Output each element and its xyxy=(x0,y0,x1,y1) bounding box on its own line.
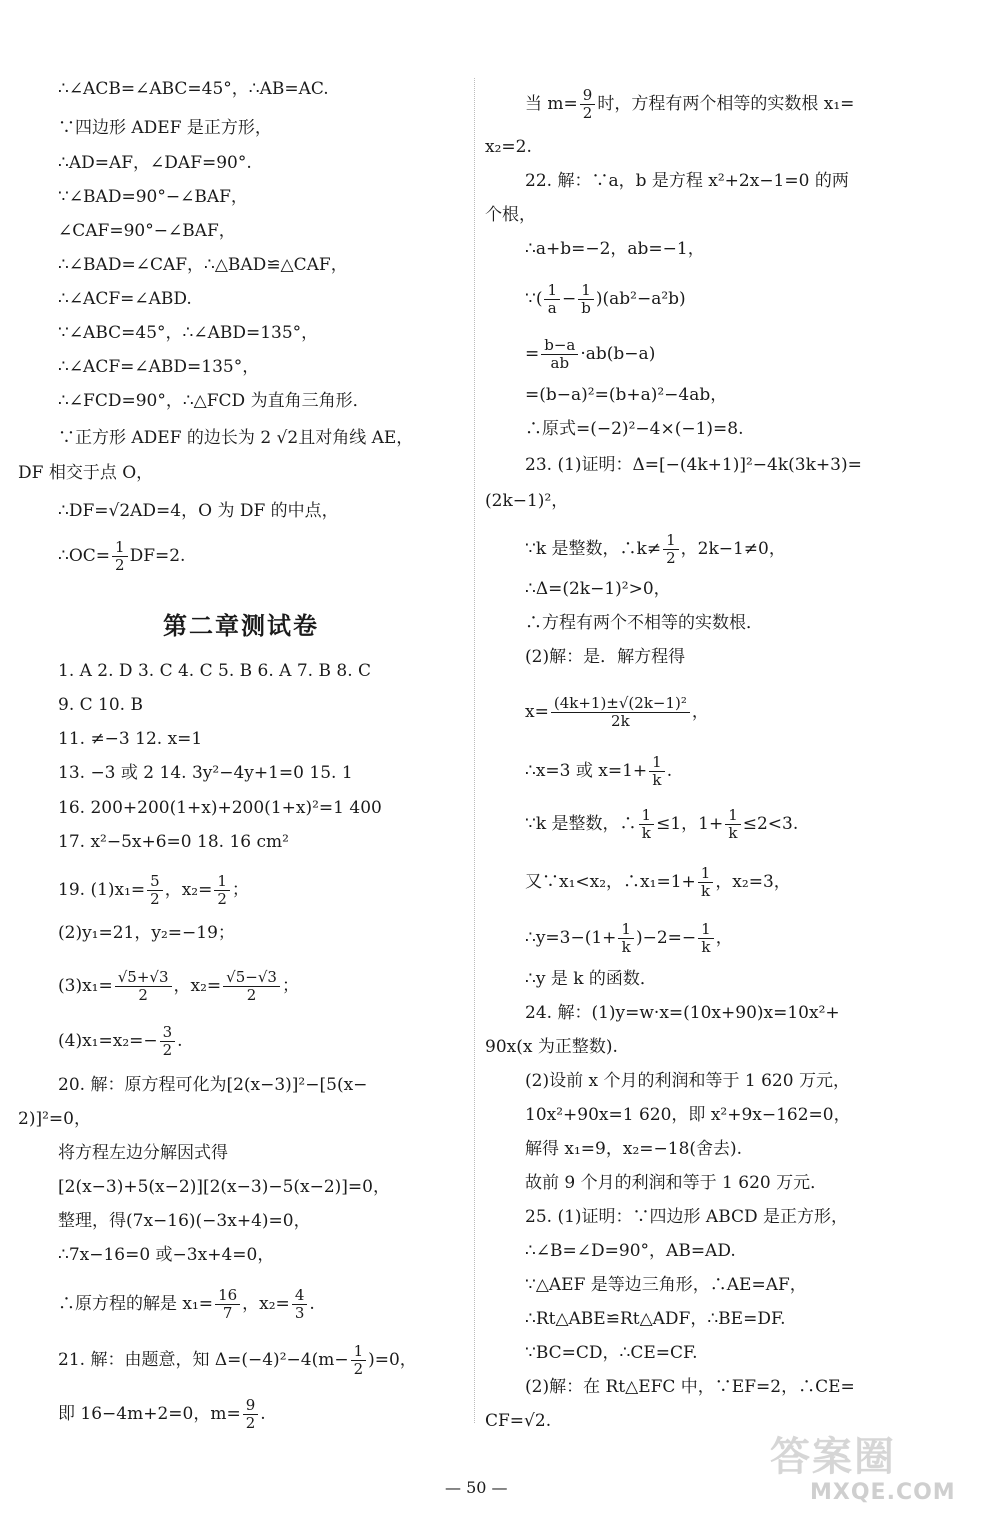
denominator: 2 xyxy=(353,1360,364,1378)
answer-line: 16. 200+200(1+x)+200(1+x)²=1 400 xyxy=(58,798,382,818)
formula-text: )(ab²−a²b) xyxy=(595,289,686,309)
text-line: ∵∠BAD=90°−∠BAF， xyxy=(58,187,248,207)
text-line: ∵△AEF 是等边三角形，∴AE=AF， xyxy=(525,1275,807,1295)
formula-text: 当 m= xyxy=(525,94,578,114)
text-line: ∵正方形 ADEF 的边长为 2 √2且对角线 AE， xyxy=(58,428,414,448)
formula-line xyxy=(58,970,299,1003)
fraction xyxy=(215,1288,240,1321)
denominator: a xyxy=(547,299,557,317)
numerator: 1 xyxy=(663,533,679,550)
formula-text: = xyxy=(525,344,540,364)
formula-line xyxy=(58,1398,266,1431)
formula-line xyxy=(525,922,733,955)
numerator: 1 xyxy=(639,808,655,825)
formula-text: )−2=− xyxy=(635,928,697,948)
text-line: 个根， xyxy=(485,205,536,225)
formula-text: ； xyxy=(231,880,249,900)
denominator: 2 xyxy=(162,1041,173,1059)
fraction xyxy=(112,540,128,573)
text-line: 2)]²=0， xyxy=(18,1109,91,1129)
formula-text: . xyxy=(309,1294,315,1314)
watermark-url: MXQE.COM xyxy=(810,1480,956,1505)
denominator: k xyxy=(641,824,651,842)
fraction xyxy=(147,874,163,907)
formula-text: ， xyxy=(715,928,733,948)
fraction xyxy=(292,1288,308,1321)
text-line: ∴∠BAD=∠CAF，∴△BAD≌△CAF， xyxy=(58,255,348,275)
text-line: (2)解：在 Rt△EFC 中，∵EF=2，∴CE= xyxy=(525,1377,855,1397)
formula-line xyxy=(525,755,672,788)
text-line: 10x²+90x=1 620，即 x²+9x−162=0， xyxy=(525,1105,851,1125)
text-line: 24. 解：(1)y=w·x=(10x+90)x=10x²+ xyxy=(525,1003,840,1023)
numerator: 1 xyxy=(214,874,230,891)
numerator: 4 xyxy=(292,1288,308,1305)
text-line: (2)y₁=21，y₂=−19； xyxy=(58,923,235,943)
formula-text: 时，方程有两个相等的实数根 x₁= xyxy=(597,94,855,114)
text-line: ∴7x−16=0 或−3x+4=0， xyxy=(58,1245,275,1265)
column-divider xyxy=(474,78,475,1423)
formula-text: . xyxy=(260,1404,266,1424)
formula-text: 又∵x₁<x₂，∴x₁=1+ xyxy=(525,872,696,892)
text-line: ∵四边形 ADEF 是正方形， xyxy=(58,118,272,138)
formula-line xyxy=(525,808,798,841)
answer-line: 9. C 10. B xyxy=(58,695,143,715)
numerator: 1 xyxy=(698,866,714,883)
denominator: k xyxy=(728,824,738,842)
numerator: 1 xyxy=(618,922,634,939)
text-line: ∴Δ=(2k−1)²>0， xyxy=(525,579,671,599)
denominator: 3 xyxy=(294,1304,305,1322)
fraction xyxy=(698,922,714,955)
formula-text: ，x₂= xyxy=(242,1294,290,1314)
formula-text: 21. 解：由题意，知 Δ=(−4)²−4(m− xyxy=(58,1350,349,1370)
formula-text: ，x₂= xyxy=(164,880,213,900)
denominator: 2 xyxy=(245,1414,256,1432)
fraction xyxy=(578,283,594,316)
denominator: 2 xyxy=(217,890,227,908)
denominator: ab xyxy=(550,354,570,372)
fraction xyxy=(618,922,634,955)
formula-text: ，2k−1≠0， xyxy=(680,539,786,559)
numerator: 1 xyxy=(725,808,741,825)
fraction xyxy=(541,338,578,371)
numerator: b−a xyxy=(541,338,578,355)
fraction xyxy=(243,1398,259,1431)
formula-text: ·ab(b−a) xyxy=(580,344,656,364)
text-line: 22. 解：∵a，b 是方程 x²+2x−1=0 的两 xyxy=(525,171,849,191)
formula-text: ∴原方程的解是 x₁= xyxy=(58,1294,214,1314)
text-line: 20. 解：原方程可化为[2(x−3)]²−[5(x− xyxy=(58,1075,368,1095)
denominator: 2 xyxy=(150,890,160,908)
numerator: 1 xyxy=(578,283,594,300)
formula-line xyxy=(525,696,709,729)
text-line: (2k−1)²， xyxy=(485,491,569,511)
numerator: 1 xyxy=(112,540,128,557)
formula-text: ，x₂= xyxy=(173,976,222,996)
text-line: (2)设前 x 个月的利润和等于 1 620 万元， xyxy=(525,1071,850,1091)
formula-text: 即 16−4m+2=0，m= xyxy=(58,1404,241,1424)
text-line: 将方程左边分解因式得 xyxy=(58,1143,228,1163)
text-line: ∵BC=CD，∴CE=CF. xyxy=(525,1343,698,1363)
denominator: k xyxy=(621,938,631,956)
fraction xyxy=(544,283,560,316)
formula-line xyxy=(525,88,854,121)
formula-line xyxy=(58,1288,315,1321)
text-line: 解得 x₁=9，x₂=−18(舍去). xyxy=(525,1139,743,1159)
numerator: 3 xyxy=(160,1025,176,1042)
text-line: x₂=2. xyxy=(485,137,532,157)
formula-line xyxy=(525,283,686,316)
text-line: ∴原式=(−2)²−4×(−1)=8. xyxy=(525,419,744,439)
denominator: 2 xyxy=(246,986,257,1004)
numerator: 5 xyxy=(147,874,163,891)
text-line: ∴∠ACB=∠ABC=45°，∴AB=AC. xyxy=(58,79,329,99)
fraction xyxy=(580,88,596,121)
text-line: CF=√2. xyxy=(485,1411,552,1431)
numerator: √5−√3 xyxy=(223,970,280,987)
denominator: 2 xyxy=(115,556,125,574)
fraction xyxy=(223,970,280,1003)
fraction xyxy=(639,808,655,841)
denominator: 2 xyxy=(666,549,676,567)
numerator: √5+√3 xyxy=(115,970,172,987)
formula-text: ∵k 是整数，∴ xyxy=(525,814,637,834)
formula-text: ≤1，1+ xyxy=(656,814,724,834)
fraction xyxy=(663,533,679,566)
fraction xyxy=(115,970,172,1003)
fraction xyxy=(725,808,741,841)
formula-text: (4)x₁=x₂=− xyxy=(58,1031,158,1051)
numerator: 16 xyxy=(215,1288,240,1305)
formula-text: ∴OC= xyxy=(58,546,111,566)
formula-text: (3)x₁= xyxy=(58,976,113,996)
formula-line xyxy=(58,540,185,573)
formula-text: . xyxy=(666,761,673,781)
numerator: 1 xyxy=(544,283,560,300)
formula-text: ∴x=3 或 x=1+ xyxy=(525,761,648,781)
formula-text: − xyxy=(562,289,577,309)
formula-text: ∵k 是整数，∴k≠ xyxy=(525,539,662,559)
text-line: 23. (1)证明：Δ=[−(4k+1)]²−4k(3k+3)= xyxy=(525,455,862,475)
text-line: [2(x−3)+5(x−2)][2(x−3)−5(x−2)]=0， xyxy=(58,1177,390,1197)
text-line: ∴∠B=∠D=90°，AB=AD. xyxy=(525,1241,736,1261)
formula-text: . xyxy=(177,1031,183,1051)
formula-text: ，x₂=3， xyxy=(715,872,791,892)
text-line: ∠CAF=90°−∠BAF， xyxy=(58,221,236,241)
denominator: k xyxy=(700,882,711,900)
numerator: (4k+1)±√(2k−1)² xyxy=(551,696,690,713)
denominator: k xyxy=(652,771,662,789)
text-line: ∴∠FCD=90°，∴△FCD 为直角三角形． xyxy=(58,391,370,411)
text-line: 25. (1)证明：∵四边形 ABCD 是正方形， xyxy=(525,1207,849,1227)
text-line: ∴AD=AF，∠DAF=90°. xyxy=(58,153,252,173)
fraction xyxy=(160,1025,176,1058)
fraction xyxy=(351,1344,367,1377)
watermark-logo: 答案圈 xyxy=(770,1434,896,1480)
denominator: k xyxy=(701,938,711,956)
formula-line xyxy=(525,533,786,566)
text-line: 故前 9 个月的利润和等于 1 620 万元． xyxy=(525,1173,828,1193)
fraction xyxy=(649,755,665,788)
numerator: 1 xyxy=(649,755,665,772)
text-line: 整理，得(7x−16)(−3x+4)=0， xyxy=(58,1211,311,1231)
denominator: b xyxy=(581,299,591,317)
text-line: ∴方程有两个不相等的实数根． xyxy=(525,613,763,633)
formula-text: DF=2. xyxy=(129,546,186,566)
formula-text: ∴y=3−(1+ xyxy=(525,928,617,948)
answer-line: 17. x²−5x+6=0 18. 16 cm² xyxy=(58,832,289,852)
formula-text: )=0， xyxy=(368,1350,417,1370)
text-line: ∴∠ACF=∠ABD. xyxy=(58,289,192,309)
text-line: 90x(x 为正整数). xyxy=(485,1037,618,1057)
text-line: ∴DF=√2AD=4，O 为 DF 的中点， xyxy=(58,501,339,521)
formula-text: ， xyxy=(691,702,709,722)
text-line: ∴y 是 k 的函数． xyxy=(525,969,657,989)
denominator: 2 xyxy=(138,986,148,1004)
text-line: ∴a+b=−2，ab=−1， xyxy=(525,239,705,259)
formula-text: ； xyxy=(281,976,299,996)
text-line: ∴Rt△ABE≌Rt△ADF，∴BE=DF. xyxy=(525,1309,786,1329)
fraction xyxy=(698,866,714,899)
watermark xyxy=(770,1425,995,1513)
formula-text: x= xyxy=(525,702,549,722)
page-number: — 50 — xyxy=(445,1478,508,1497)
formula-text: ≤2<3. xyxy=(742,814,799,834)
fraction xyxy=(214,874,230,907)
formula-line xyxy=(58,1344,417,1377)
formula-line xyxy=(58,1025,183,1058)
text-line: DF 相交于点 O， xyxy=(18,463,154,483)
section-heading: 第二章测试卷 xyxy=(163,612,319,640)
text-line: ∵∠ABC=45°，∴∠ABD=135°， xyxy=(58,323,319,343)
answer-line: 13. −3 或 2 14. 3y²−4y+1=0 15. 1 xyxy=(58,763,353,783)
denominator: 2 xyxy=(582,104,593,122)
text-line: =(b−a)²=(b+a)²−4ab， xyxy=(525,385,728,405)
numerator: 9 xyxy=(580,88,596,105)
numerator: 9 xyxy=(243,1398,259,1415)
denominator: 7 xyxy=(222,1304,233,1322)
formula-text: 19. (1)x₁= xyxy=(58,880,146,900)
text-line: ∴∠ACF=∠ABD=135°， xyxy=(58,357,260,377)
answer-line: 1. A 2. D 3. C 4. C 5. B 6. A 7. B 8. C xyxy=(58,661,372,681)
fraction xyxy=(551,696,690,729)
numerator: 1 xyxy=(351,1344,367,1361)
numerator: 1 xyxy=(698,922,714,939)
text-line: (2)解：是．解方程得 xyxy=(525,647,686,667)
formula-line xyxy=(525,866,791,899)
formula-line xyxy=(58,874,249,907)
denominator: 2k xyxy=(611,712,630,730)
formula-line xyxy=(525,338,655,371)
answer-line: 11. ≠−3 12. x=1 xyxy=(58,729,203,749)
formula-text: ∵( xyxy=(525,289,543,309)
